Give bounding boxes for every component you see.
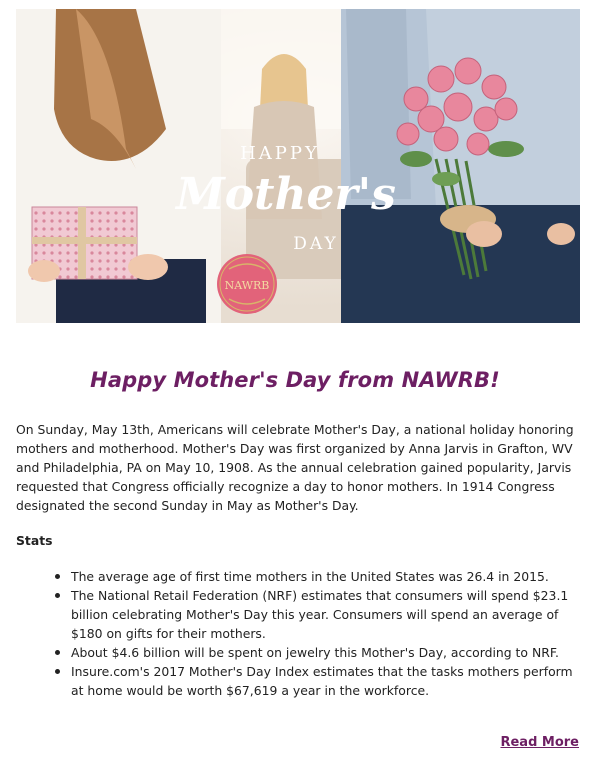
stats-item-text: The average age of first time mothers in the United States was 26.4 in 2015. <box>71 569 549 584</box>
stats-list <box>16 567 576 700</box>
stats-list-item <box>16 586 576 643</box>
bullet-icon <box>55 669 60 674</box>
stats-list-item <box>16 662 576 700</box>
hero-image <box>16 9 580 323</box>
stats-item-text: Insure.com's 2017 Mother's Day Index estimates that the tasks mothers perform at home would be worth $67,619 a year in the workforce. <box>71 664 573 698</box>
page-headline: Happy Mother's Day from NAWRB! <box>90 368 500 392</box>
nawrb-logo-text: NAWRB <box>224 279 270 292</box>
hero-happy-text: HAPPY <box>240 143 320 164</box>
intro-paragraph: On Sunday, May 13th, Americans will celebrate Mother's Day, a national holiday honoring mothers and motherhood. Mother's Day was first organized by Anna Jarvis in Grafton, WV and Philadelphia, PA on May 10, 1908. As the annual celebration gained popularity, Jarvis requested that Congress officially recognize a day to honor mothers. In 1914 Congress designated the second Sunday in May as Mother's Day. <box>16 422 574 513</box>
stats-heading: Stats <box>16 533 53 548</box>
stats-list-item <box>16 643 576 662</box>
hero-mothers-text: Mother's <box>176 169 396 220</box>
nawrb-logo <box>217 254 277 314</box>
bullet-icon <box>55 574 60 579</box>
bullet-icon <box>55 593 60 598</box>
bullet-icon <box>55 650 60 655</box>
stats-list-item <box>16 567 576 586</box>
hero-day-text: DAY <box>293 234 339 254</box>
read-more-link[interactable]: Read More <box>500 735 579 750</box>
stats-item-text: About $4.6 billion will be spent on jewelry this Mother's Day, according to NRF. <box>71 645 559 660</box>
stats-item-text: The National Retail Federation (NRF) estimates that consumers will spend $23.1 billion celebrating Mother's Day this year. Consumers will spend an average of $180 on gifts for their mothers. <box>71 588 569 641</box>
